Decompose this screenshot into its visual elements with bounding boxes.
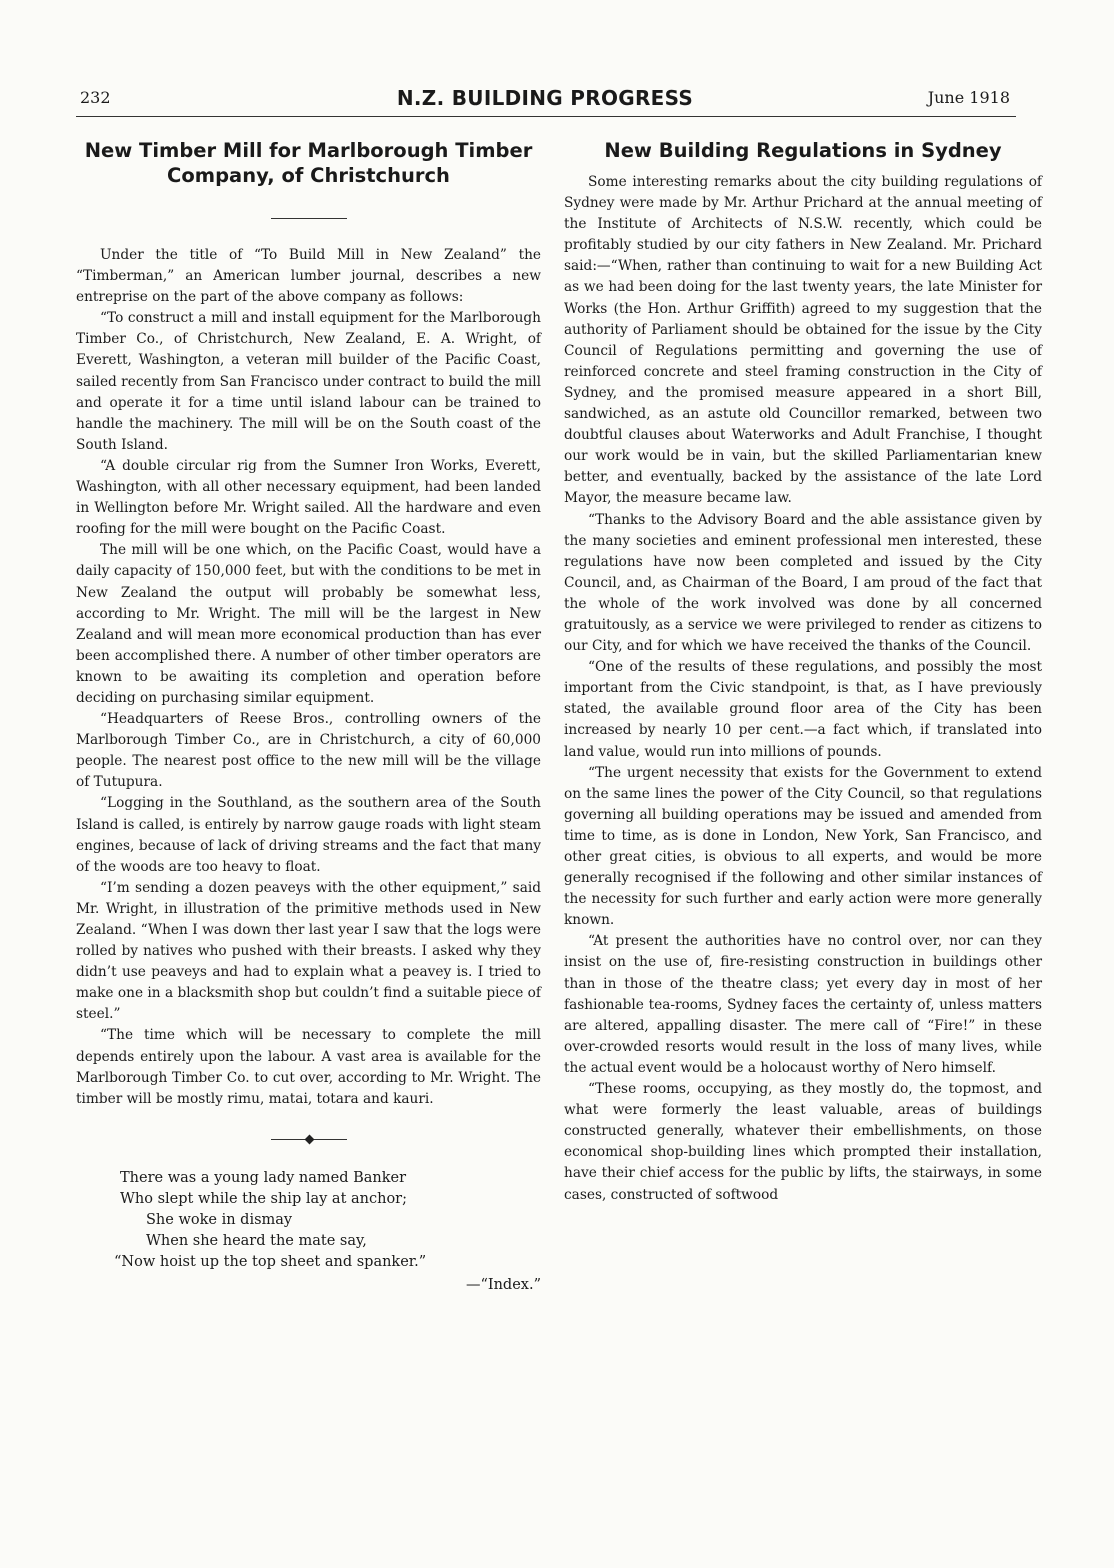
left-paragraph: “Logging in the Southland, as the southern area of the South Island is called, is entirely by narrow gauge roads with light steam engines, because of lack of driving streams and the fact that many of the woods are too heavy to float. [76,795,541,875]
left-paragraph: “A double circular rig from the Sumner Iron Works, Everett, Washington, with all other necessary equipment, had been landed in Wellington before Mr. Wright sailed. All the hardware and even roofing for the mill were bought on the Pacific Coast. [76,457,541,538]
right-paragraph: “Thanks to the Advisory Board and the able assistance given by the many societies and eminent professional men interested, these regulations have now been completed and issued by the City Council, and, as Chairman of the Board, I am proud of the fact that the whole of the work involved was done by all concerned gratuitously, as a service we were privileged to render as citizens to our City, and for which we have received the thanks of the Council. [564,511,1042,655]
right-column [564,138,1042,1206]
title-divider [271,218,347,219]
page-number: 232 [80,88,111,107]
right-paragraph: Some interesting remarks about the city building regulations of Sydney were made by Mr. Arthur Prichard at the annual meeting of the Institute of Architects of N.S.W. recently, which could be profitably studied by our city fathers in New Zealand. Mr. Prichard said:—“When, rather than continuing to wait for a new Building Act as we had been doing for the last twenty years, the late Minister for Works (the Hon. Arthur Griffith) agreed to my suggestion that the authority of Parliament should be obtained for the issue by the City Council of Regulations permitting and governing the use of reinforced concrete and steel framing construction in the City of Sydney, and the promised measure appeared in a short Bill, sandwiched, as an astute old Councillor remarked, between two doubtful clauses about Waterworks and Adult Franchise, I thought our work would be in vain, but the skilled Parliamentarian knew better, and eventually, backed by the assistance of the late Lord Mayor, the measure became law. [564,174,1042,507]
verse-line: She woke in dismay [146,1211,293,1228]
left-paragraph: “I’m sending a dozen peaveys with the other equipment,” said Mr. Wright, in illustration of the primitive methods used in New Zealand. “When I was down ther last year I saw that the logs were rolled by natives who pushed with their breasts. I asked why they didn’t use peaveys and had to explain what a peavey is. I tried to make one in a blacksmith shop but couldn’t find a suitable piece of steel.” [76,879,541,1023]
left-paragraph: “Headquarters of Reese Bros., controlling owners of the Marlborough Timber Co., are in Christchurch, a city of 60,000 people. The nearest post office to the new mill will be the village of Tutupura. [76,711,541,791]
verse-attribution: —“Index.” [465,1276,541,1293]
left-column [76,138,541,1296]
right-paragraph: “These rooms, occupying, as they mostly do, the topmost, and what were formerly the least valuable, areas of buildings constructed generally, whatever their embellishments, on those economical shop-building lines which prompted their installation, have their chief access for the public by lifts, the stairways, in some cases, constructed of softwood [564,1081,1042,1203]
right-paragraph: “At present the authorities have no control over, nor can they insist on the use of, fire-resisting construction in buildings other than in those of the theatre class; yet every day in most of her fashionable tea-rooms, Sydney faces the certainty of, unless matters are altered, appalling disaster. The mere call of “Fire!” in these over-crowded resorts would result in the loss of many lives, while the actual event would be a holocaust worthy of Nero himself. [564,933,1042,1076]
limerick [114,1168,541,1273]
right-paragraph: “The urgent necessity that exists for the Government to extend on the same lines the power of the City Council, so that regulations governing all building operations may be issued and amended from time to time, as is done in London, New York, San Francisco, and other great cities, is obvious to all experts, and would be more generally recognised if the following and other similar instances of the necessity for such further and early action were more generally known. [564,764,1042,929]
right-article-title: New Building Regulations in Sydney [604,139,1002,162]
publication-title: N.Z. BUILDING PROGRESS [396,86,694,110]
verse-line: Who slept while the ship lay at anchor; [120,1190,407,1207]
left-paragraph: Under the title of “To Build Mill in New Zealand” the “Timberman,” an American lumber journal, describes a new entreprise on the part of the above company as follows: [76,247,541,306]
verse-line: There was a young lady named Banker [120,1169,407,1186]
left-paragraph: “The time which will be necessary to complete the mill depends entirely upon the labour. A vast area is available for the Marlborough Timber Co. to cut over, according to Mr. Wright. The timber will be mostly rimu, matai, totara and kauri. [76,1027,541,1107]
verse-line: “Now hoist up the top sheet and spanker.” [114,1253,427,1270]
left-paragraph: The mill will be one which, on the Pacific Coast, would have a daily capacity of 150,000 feet, but with the conditions to be met in New Zealand the output will probably be somewhat less, according to Mr. Wright. The mill will be the largest in New Zealand and will mean more economical production than has ever been accomplished there. A number of other timber operators are known to be awaiting its completion and operation before deciding on purchasing similar equipment. [76,542,541,706]
issue-date: June 1918 [927,88,1010,107]
left-article-title: New Timber Mill for Marlborough Timber Company, of Christchurch [84,139,533,187]
left-paragraph: “To construct a mill and install equipment for the Marlborough Timber Co., of Christchurch, New Zealand, E. A. Wright, of Everett, Washington, a veteran mill builder of the Pacific Coast, sailed recently from San Francisco under contract to build the mill and operate it for a time until island labour can be trained to handle the machinery. The mill will be on the South coast of the South Island. [76,310,541,453]
header-rule [76,116,1016,117]
page-header [80,86,1010,116]
verse-line: When she heard the mate say, [146,1232,367,1249]
right-paragraph: “One of the results of these regulations, and possibly the most important from the Civic standpoint, is that, as I have previously stated, the available ground floor area of the City has been increased by nearly 10 per cent.—a fact which, if translated into land value, would run into millions of pounds. [564,659,1042,760]
diamond-ornament-icon [304,1134,314,1144]
ornament-divider [271,1134,347,1144]
